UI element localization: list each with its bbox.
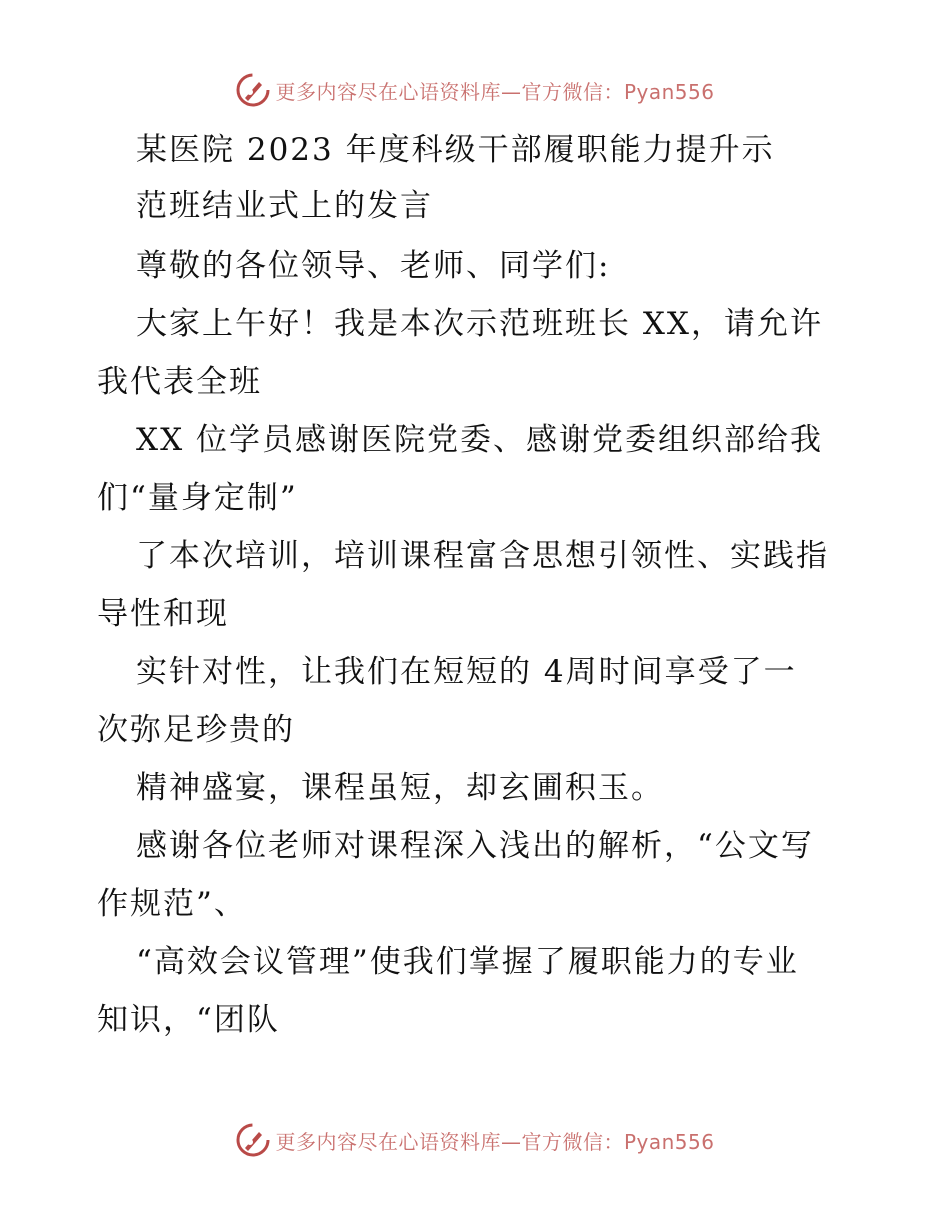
text-line: 作规范”、 — [97, 886, 247, 922]
banner-dash: — — [500, 1129, 522, 1154]
banner-wechat: 官方微信：Pyan556 — [521, 79, 715, 104]
banner-wechat: 官方微信：Pyan556 — [521, 1129, 715, 1154]
text-line: 我代表全班 — [97, 364, 262, 400]
brand-logo-icon — [235, 72, 271, 108]
text-line: 次弥足珍贵的 — [97, 712, 295, 748]
banner-text — [275, 1126, 714, 1155]
brand-logo-icon — [235, 1122, 271, 1158]
text-line: 知识，“团队 — [97, 1002, 280, 1038]
text-line: 感谢各位老师对课程深入浅出的解析，“公文写 — [136, 828, 814, 864]
text-line: 某医院 2023 年度科级干部履职能力提升示 — [136, 132, 775, 168]
text-line: 精神盛宴，课程虽短，却玄圃积玉。 — [136, 770, 664, 806]
text-line: 范班结业式上的发言 — [136, 188, 433, 224]
text-line: “高效会议管理”使我们掌握了履职能力的专业 — [136, 944, 799, 980]
text-line: 实针对性，让我们在短短的 4周时间享受了一 — [136, 654, 797, 690]
banner-title: 更多内容尽在心语资料库 — [275, 79, 501, 104]
text-line: 导性和现 — [97, 596, 229, 632]
banner-title: 更多内容尽在心语资料库 — [275, 1129, 501, 1154]
footer-banner — [0, 1120, 950, 1160]
text-line: 尊敬的各位领导、老师、同学们: — [136, 248, 611, 284]
banner-dash: — — [500, 79, 522, 104]
text-line: 了本次培训，培训课程富含思想引领性、实践指 — [136, 538, 829, 574]
text-line: XX 位学员感谢医院党委、感谢党委组织部给我 — [136, 422, 823, 458]
header-banner — [0, 70, 950, 110]
text-line: 们“量身定制” — [97, 480, 298, 516]
text-line: 大家上午好！我是本次示范班班长 XX，请允许 — [136, 306, 823, 342]
banner-text — [275, 76, 714, 105]
